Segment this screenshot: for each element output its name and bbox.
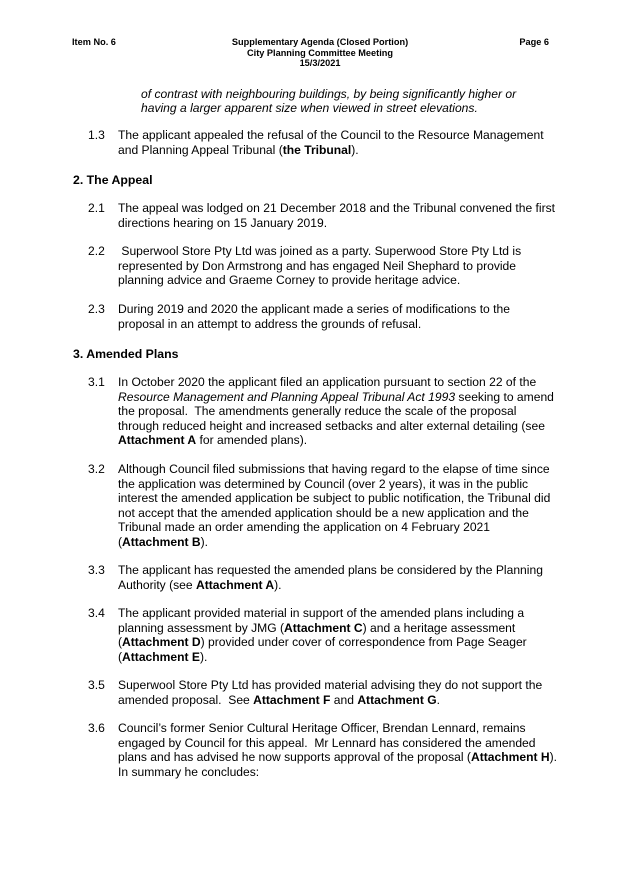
header-date: 15/3/2021 xyxy=(299,58,341,68)
paragraph-number: 3.1 xyxy=(88,375,105,389)
paragraph-text: Council’s former Senior Cultural Heritage Officer, Brendan Lennard, remains engaged by Council for this appeal. Mr Lennard has considered the amended plans and has advised he now supports approval of the proposal (Attachment H). In summary he concludes: xyxy=(118,721,564,779)
paragraph-text: The applicant provided material in support of the amended plans including a planning assessment by JMG (Attachment C) and a heritage assessment (Attachment D) provided under cover of correspondence from Page Seager (Attachment E). xyxy=(118,606,527,664)
paragraph-text: Although Council filed submissions that having regard to the elapse of time since the application was determined by Council (over 2 years), it was in the public interest the amended application be subject to public notification, the Tribunal did not accept that the amended application should be a new application and the Tribunal made an order amending the application on 4 February 2021 (Attachment B). xyxy=(118,462,551,549)
paragraph-text: The applicant has requested the amended plans be considered by the Planning Authority (see Attachment A). xyxy=(118,563,543,592)
paragraph-number: 3.5 xyxy=(88,678,105,692)
paragraph-number: 2.1 xyxy=(88,201,105,215)
paragraph-number: 2.2 xyxy=(88,244,105,258)
paragraph-number: 3.3 xyxy=(88,563,105,577)
paragraph-2-3 xyxy=(88,302,558,331)
header-line-1: Supplementary Agenda (Closed Portion) xyxy=(231,37,409,47)
paragraph-text: Superwool Store Pty Ltd was joined as a party. Superwood Store Pty Ltd is represented by Don Armstrong and has engaged Neil Shephard to provide planning advice and Graeme Corney to provide heritage advice. xyxy=(118,244,525,288)
paragraph-3-4 xyxy=(88,606,558,664)
section-heading-appeal: 2. The Appeal xyxy=(73,173,153,187)
paragraph-text: The applicant appealed the refusal of the Council to the Resource Management and Planning Appeal Tribunal (the Tribunal). xyxy=(118,128,544,157)
paragraph-2-2 xyxy=(88,244,558,288)
quoted-text: of contrast with neighbouring buildings, by being significantly higher or having a larger apparent size when viewed in street elevations. xyxy=(141,87,517,116)
page-header-title xyxy=(170,37,470,69)
paragraph-text: During 2019 and 2020 the applicant made a series of modifications to the proposal in an attempt to address the grounds of refusal. xyxy=(118,302,510,331)
paragraph-2-1 xyxy=(88,201,558,230)
paragraph-1-3 xyxy=(88,128,558,157)
page-number: Page 6 xyxy=(519,37,549,47)
paragraph-3-6 xyxy=(88,721,564,779)
paragraph-number: 3.2 xyxy=(88,462,105,476)
paragraph-number: 3.4 xyxy=(88,606,105,620)
paragraph-3-3 xyxy=(88,563,558,592)
paragraph-3-2 xyxy=(88,462,558,550)
paragraph-text: The appeal was lodged on 21 December 2018 and the Tribunal convened the first directions hearing on 15 January 2019. xyxy=(118,201,556,230)
header-line-2: City Planning Committee Meeting xyxy=(247,47,393,58)
paragraph-text: In October 2020 the applicant filed an application pursuant to section 22 of the Resource Management and Planning Appeal Tribunal Act 1993 seeking to amend the proposal. The amendments generally reduce the scale of the proposal through reduced height and increased setbacks and alter external detailing (see Attachment A for amended plans). xyxy=(118,375,558,448)
paragraph-number: 1.3 xyxy=(88,128,105,142)
paragraph-number: 3.6 xyxy=(88,721,105,735)
paragraph-number: 2.3 xyxy=(88,302,105,316)
item-number: Item No. 6 xyxy=(72,37,116,47)
paragraph-3-1 xyxy=(88,375,558,448)
section-heading-amended-plans: 3. Amended Plans xyxy=(73,347,179,361)
paragraph-3-5 xyxy=(88,678,558,707)
paragraph-text: Superwool Store Pty Ltd has provided material advising they do not support the amended proposal. See Attachment F and Attachment G. xyxy=(118,678,546,707)
